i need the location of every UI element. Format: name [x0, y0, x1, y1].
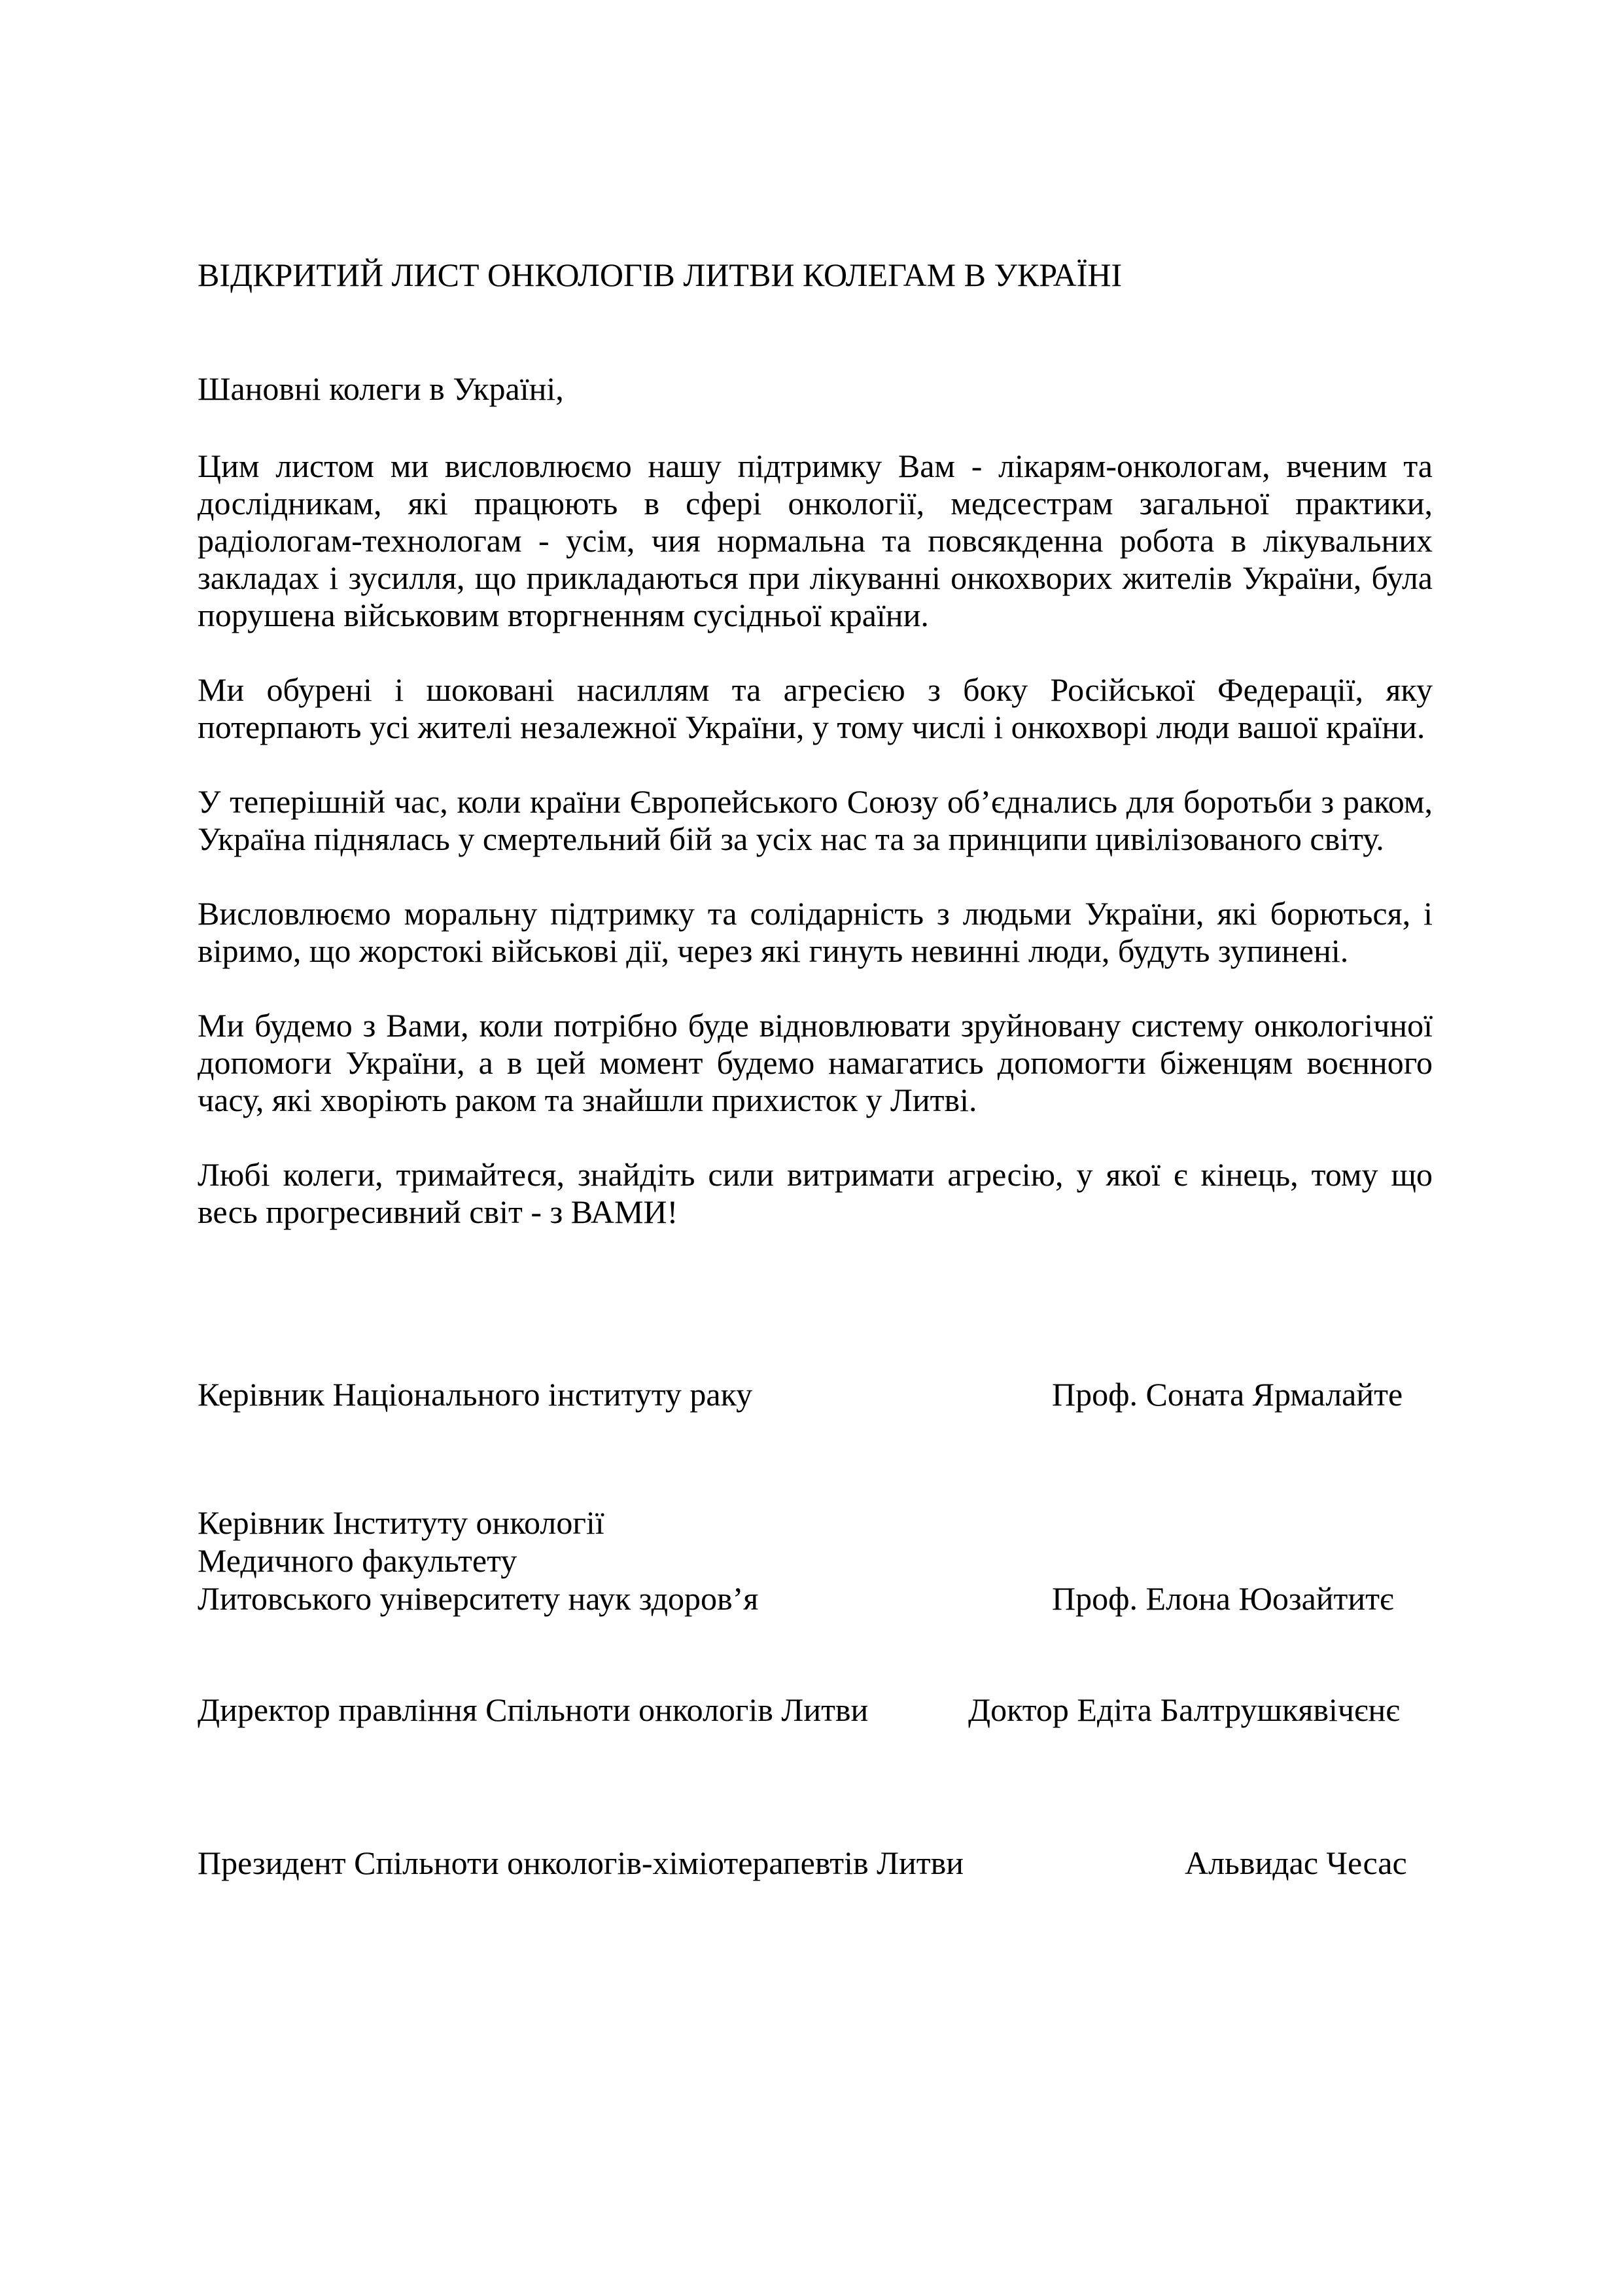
- signature-role: Керівник Інституту онкології Медичного факультету Литовського університету наук здоров’я: [198, 1504, 759, 1617]
- salutation: Шановні колеги в Україні,: [198, 370, 564, 407]
- signature-role: Керівник Національного інституту раку: [198, 1376, 753, 1413]
- signature-name: Доктор Едіта Балтрушкявічєнє: [968, 1691, 1400, 1728]
- signature-name: Проф. Соната Ярмалайте: [1052, 1376, 1403, 1413]
- paragraph-eu-unity: У теперішній час, коли країни Європейського Союзу об’єднались для боротьби з раком, Україна піднялась у смертельний бій за усіх нас та за принципи цивілізованого світу.: [198, 783, 1433, 857]
- letter-body: [198, 448, 1433, 1268]
- signature-block-oncologists-society: [198, 1691, 1408, 1730]
- letter-title: ВІДКРИТИЙ ЛИСТ ОНКОЛОГІВ ЛИТВИ КОЛЕГАМ В УКРАЇНІ: [198, 256, 1123, 293]
- paragraph-closing: Любі колеги, тримайтеся, знайдіть сили витримати агресію, у якої є кінець, тому що весь прогресивний світ - з ВАМИ!: [198, 1156, 1433, 1230]
- paragraph-assistance: Ми будемо з Вами, коли потрібно буде відновлювати зруйновану систему онкологічної допомоги України, а в цей момент будемо намагатись допомогти біженцям воєнного часу, які хворіють раком та знайшли прихисток у Литві.: [198, 1007, 1433, 1118]
- signature-block-oncology-institute: [198, 1504, 1408, 1621]
- signature-name: Проф. Елона Юозайтитє: [1052, 1580, 1394, 1617]
- signature-name: Альвидас Чесас: [1185, 1845, 1407, 1881]
- signature-role: Директор правління Спільноти онкологів Литви: [198, 1691, 869, 1728]
- paragraph-support: Цим листом ми висловлюємо нашу підтримку Вам - лікарям-онкологам, вченим та дослідникам, які працюють в сфері онкології, медсестрам загальної практики, радіологам-технологам - усім, чия нормальна та повсякденна робота в лікувальних закладах і зусилля, що прикладаються при лікуванні онкохворих жителів України, була порушена військовим вторгненням сусідньої країни.: [198, 448, 1433, 633]
- signature-role: Президент Спільноти онкологів-хіміотерапевтів Литви: [198, 1845, 964, 1881]
- paragraph-outrage: Ми обурені і шоковані насиллям та агресією з боку Російської Федерації, яку потерпають усі жителі незалежної України, у тому числі і онкохворі люди вашої країни.: [198, 671, 1433, 745]
- signature-block-national-cancer-institute: [198, 1375, 1408, 1415]
- paragraph-solidarity: Висловлюємо моральну підтримку та солідарність з людьми України, які борються, і віримо, що жорстокі військові дії, через які гинуть невинні люди, будуть зупинені.: [198, 895, 1433, 969]
- signature-block-chemotherapists-society: [198, 1844, 1408, 1883]
